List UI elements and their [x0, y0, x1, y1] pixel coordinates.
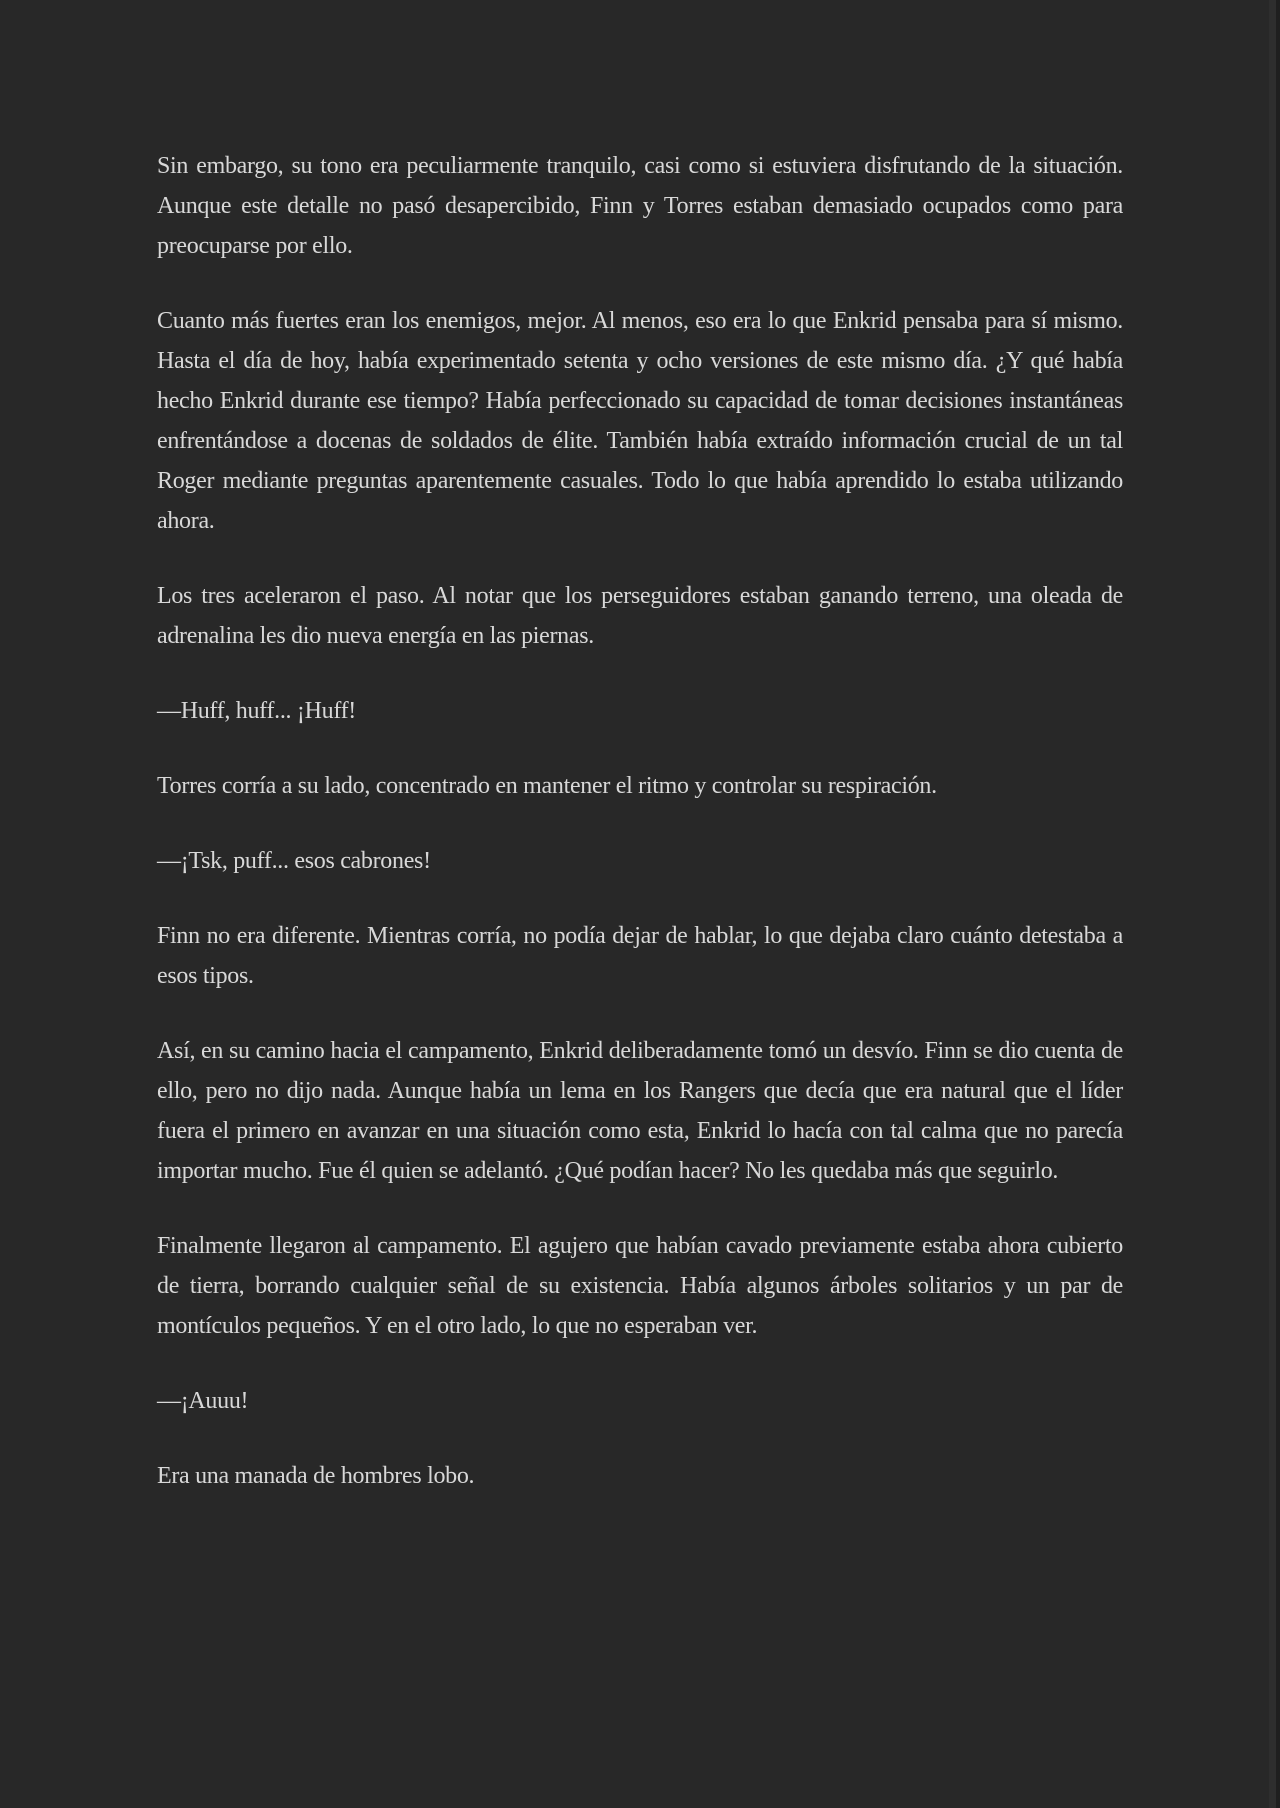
- scrollbar[interactable]: [1269, 0, 1276, 1808]
- paragraph: Sin embargo, su tono era peculiarmente tranquilo, casi como si estuviera disfrutando de la situación. Aunque este detalle no pasó desapercibido, Finn y Torres estaban demasiado ocupados como para preocuparse por ello.: [157, 153, 1123, 259]
- dialogue-line: —Huff, huff... ¡Huff!: [157, 698, 357, 724]
- dialogue-line: —¡Tsk, puff... esos cabrones!: [157, 848, 431, 874]
- paragraph: Torres corría a su lado, concentrado en mantener el ritmo y controlar su respiración.: [157, 773, 937, 799]
- paragraph: Era una manada de hombres lobo.: [157, 1463, 475, 1489]
- paragraph: Cuanto más fuertes eran los enemigos, mejor. Al menos, eso era lo que Enkrid pensaba para sí mismo. Hasta el día de hoy, había experimentado setenta y ocho versiones de este mismo día. ¿Y qué había hecho Enkrid durante ese tiempo? Había perfeccionado su capacidad de tomar decisiones instantáneas enfrentándose a docenas de soldados de élite. También había extraído información crucial de un tal Roger mediante preguntas aparentemente casuales. Todo lo que había aprendido lo estaba utilizando ahora.: [157, 308, 1123, 534]
- paragraph: Así, en su camino hacia el campamento, Enkrid deliberadamente tomó un desvío. Finn se dio cuenta de ello, pero no dijo nada. Aunque había un lema en los Rangers que decía que era natural que el líder fuera el primero en avanzar en una situación como esta, Enkrid lo hacía con tal calma que no parecía importar mucho. Fue él quien se adelantó. ¿Qué podían hacer? No les quedaba más que seguirlo.: [157, 1038, 1123, 1184]
- paragraph: Finalmente llegaron al campamento. El agujero que habían cavado previamente estaba ahora cubierto de tierra, borrando cualquier señal de su existencia. Había algunos árboles solitarios y un par de montículos pequeños. Y en el otro lado, lo que no esperaban ver.: [157, 1233, 1123, 1339]
- dialogue-line: —¡Auuu!: [157, 1388, 249, 1414]
- paragraph: Finn no era diferente. Mientras corría, no podía dejar de hablar, lo que dejaba claro cuánto detestaba a esos tipos.: [157, 923, 1123, 989]
- page-right-edge: [1276, 0, 1280, 1808]
- paragraph: Los tres aceleraron el paso. Al notar que los perseguidores estaban ganando terreno, una oleada de adrenalina les dio nueva energía en las piernas.: [157, 583, 1123, 649]
- chapter-text-container: [157, 0, 1123, 1496]
